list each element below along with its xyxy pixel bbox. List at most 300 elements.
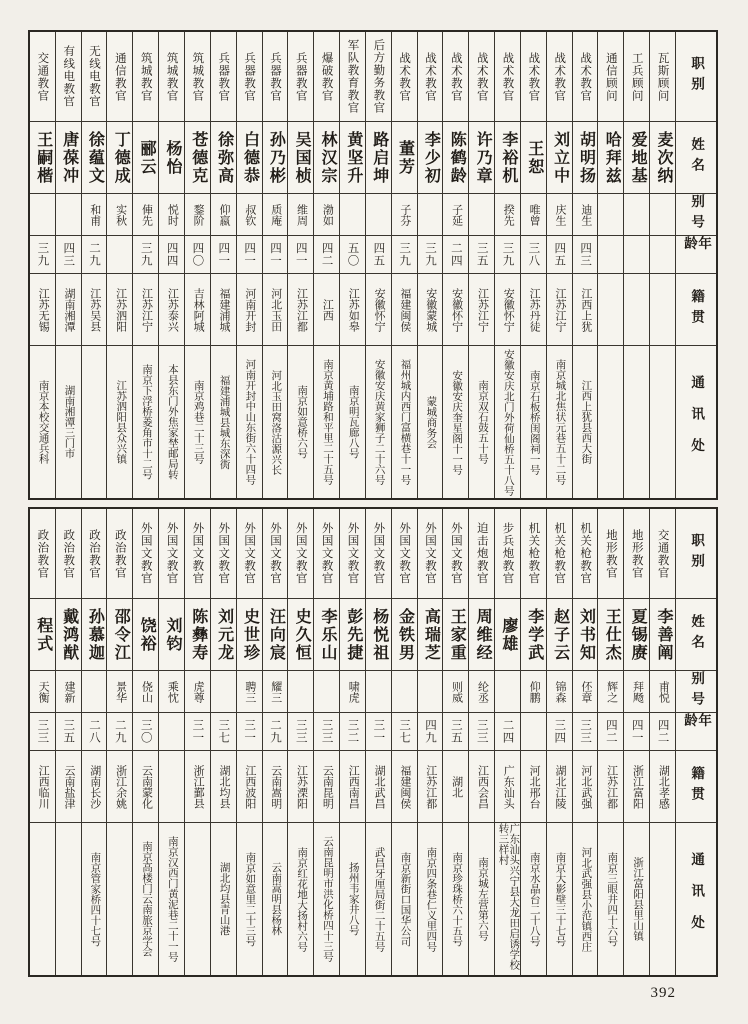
age-text: 三一 bbox=[372, 719, 385, 744]
address-cell bbox=[314, 823, 339, 975]
origin-text: 湖南湘潭 bbox=[62, 287, 75, 332]
age-text: 三一 bbox=[191, 719, 204, 744]
name-text: 徐弥高 bbox=[215, 130, 233, 185]
column-header-label: 籍贯 bbox=[689, 289, 705, 330]
origin-text: 安徽怀宁 bbox=[373, 287, 386, 332]
age-text: 二九 bbox=[88, 242, 101, 267]
address-cell bbox=[469, 346, 494, 498]
alias-cell bbox=[82, 194, 107, 236]
age-cell bbox=[340, 713, 365, 751]
origin-text: 江苏江都 bbox=[295, 287, 308, 332]
name-text: 陈彝寿 bbox=[189, 607, 207, 662]
age-text: 三三 bbox=[294, 719, 307, 744]
alias-text: 甫悦 bbox=[657, 680, 670, 703]
age-cell bbox=[598, 713, 623, 751]
name-text: 戴鸿猷 bbox=[60, 607, 78, 662]
age-text: 四二 bbox=[604, 719, 617, 744]
name-cell bbox=[185, 122, 210, 194]
name-text: 夏锡赓 bbox=[629, 607, 647, 662]
alias-cell bbox=[392, 194, 417, 236]
age-cell bbox=[185, 713, 210, 751]
origin-cell bbox=[133, 274, 158, 346]
alias-cell bbox=[30, 194, 55, 236]
address-text: 蒙城商务会 bbox=[425, 395, 437, 449]
role-cell bbox=[159, 32, 184, 122]
age-cell bbox=[159, 236, 184, 274]
name-text: 孙乃彬 bbox=[267, 130, 285, 185]
role-text: 机关枪教官 bbox=[527, 522, 540, 585]
age-text: 二八 bbox=[88, 719, 101, 744]
address-text: 南京石板桥闺阁祠一号 bbox=[528, 369, 540, 475]
role-text: 步兵炮教官 bbox=[501, 522, 514, 585]
age-cell bbox=[30, 236, 55, 274]
address-cell bbox=[82, 823, 107, 975]
role-cell bbox=[56, 32, 81, 122]
origin-text: 安徽怀宁 bbox=[502, 287, 515, 332]
address-text: 安徽安庆奎星阁十一号 bbox=[451, 369, 463, 475]
origin-cell bbox=[366, 274, 391, 346]
name-cell bbox=[547, 122, 572, 194]
name-cell bbox=[392, 599, 417, 671]
role-cell bbox=[469, 32, 494, 122]
column-header-5 bbox=[676, 823, 716, 975]
name-cell bbox=[211, 599, 236, 671]
role-text: 兵器教官 bbox=[294, 51, 307, 102]
alias-cell bbox=[650, 194, 675, 236]
alias-cell bbox=[211, 194, 236, 236]
age-text: 三八 bbox=[527, 242, 540, 267]
name-text: 黄坚升 bbox=[344, 130, 362, 185]
name-text: 李学武 bbox=[525, 607, 543, 662]
origin-cell bbox=[573, 751, 598, 823]
role-text: 外国文教官 bbox=[191, 522, 204, 585]
age-text: 三七 bbox=[398, 719, 411, 744]
age-cell bbox=[159, 713, 184, 751]
role-cell bbox=[392, 32, 417, 122]
address-cell bbox=[211, 823, 236, 975]
name-cell bbox=[30, 599, 55, 671]
address-text: 福州城内西门富横巷十一号 bbox=[399, 359, 411, 485]
address-cell bbox=[547, 346, 572, 498]
origin-cell bbox=[366, 751, 391, 823]
address-text: 扬州韦家井八号 bbox=[347, 862, 359, 936]
name-cell bbox=[624, 599, 649, 671]
address-text: 南京大影壁三十七号 bbox=[554, 851, 566, 947]
origin-cell bbox=[598, 751, 623, 823]
alias-text: 鍪阶 bbox=[192, 203, 205, 226]
origin-text: 福建闽侯 bbox=[398, 287, 411, 332]
origin-cell bbox=[263, 274, 288, 346]
address-text: 南京鸡巷二十三号 bbox=[192, 380, 204, 464]
address-cell bbox=[237, 823, 262, 975]
address-cell bbox=[30, 346, 55, 498]
column-header-3 bbox=[676, 713, 716, 751]
role-cell bbox=[598, 32, 623, 122]
name-text: 金铁男 bbox=[396, 607, 414, 662]
name-text: 徐蕴文 bbox=[86, 130, 104, 185]
origin-text: 江苏吴县 bbox=[88, 287, 101, 332]
origin-cell bbox=[495, 751, 520, 823]
column-header-1 bbox=[676, 122, 716, 194]
role-text: 机关枪教官 bbox=[553, 522, 566, 585]
name-cell bbox=[263, 599, 288, 671]
address-text: 南京汉西门黄泥巷二十一号 bbox=[166, 836, 178, 962]
name-cell bbox=[573, 599, 598, 671]
alias-text: 纶丞 bbox=[476, 680, 489, 703]
alias-cell bbox=[495, 671, 520, 713]
age-cell bbox=[443, 236, 468, 274]
origin-text: 江苏江都 bbox=[605, 764, 618, 809]
role-text: 政治教官 bbox=[113, 528, 126, 579]
origin-cell bbox=[288, 751, 313, 823]
alias-text: 辉之 bbox=[605, 680, 618, 703]
address-text: 安徽安庆北门外荷仙桥五十八号 bbox=[502, 348, 514, 496]
column-header-0 bbox=[676, 32, 716, 122]
column-header-label: 职别 bbox=[689, 533, 705, 574]
register-entry-column bbox=[107, 509, 133, 975]
origin-text: 江西南昌 bbox=[347, 764, 360, 809]
origin-text: 吉林阿城 bbox=[192, 287, 205, 332]
alias-text: 锦森 bbox=[553, 680, 566, 703]
age-text: 三一 bbox=[243, 719, 256, 744]
register-entry-column bbox=[521, 509, 547, 975]
origin-cell bbox=[547, 274, 572, 346]
age-cell bbox=[133, 713, 158, 751]
origin-text: 江苏无锡 bbox=[37, 287, 50, 332]
role-text: 战术教官 bbox=[449, 51, 462, 102]
name-cell bbox=[82, 599, 107, 671]
age-cell bbox=[495, 236, 520, 274]
address-text: 南京双石鼓五十号 bbox=[477, 380, 489, 464]
age-cell bbox=[521, 713, 546, 751]
register-entry-column bbox=[650, 32, 676, 498]
address-cell bbox=[82, 346, 107, 498]
address-cell bbox=[340, 346, 365, 498]
role-text: 战术教官 bbox=[527, 51, 540, 102]
register-entry-column bbox=[159, 509, 185, 975]
role-text: 通信顾问 bbox=[604, 51, 617, 102]
name-cell bbox=[263, 122, 288, 194]
name-text: 邵令江 bbox=[112, 607, 130, 662]
alias-cell bbox=[263, 671, 288, 713]
alias-cell bbox=[211, 671, 236, 713]
register-entry-column bbox=[82, 509, 108, 975]
register-entry-column bbox=[263, 32, 289, 498]
age-cell bbox=[650, 713, 675, 751]
column-header-4 bbox=[676, 751, 716, 823]
register-entry-column bbox=[469, 32, 495, 498]
role-text: 外国文教官 bbox=[320, 522, 333, 585]
role-cell bbox=[366, 32, 391, 122]
address-text: 南京城北焦状元巷五十二号 bbox=[554, 359, 566, 485]
address-cell bbox=[392, 823, 417, 975]
alias-cell bbox=[598, 194, 623, 236]
role-text: 迫击炮教官 bbox=[475, 522, 488, 585]
name-cell bbox=[521, 122, 546, 194]
age-cell bbox=[624, 236, 649, 274]
address-cell bbox=[185, 346, 210, 498]
origin-cell bbox=[547, 751, 572, 823]
register-entry-column bbox=[133, 509, 159, 975]
role-text: 战术教官 bbox=[553, 51, 566, 102]
address-text: 南京珍珠桥六十五号 bbox=[451, 851, 463, 947]
age-text: 四三 bbox=[62, 242, 75, 267]
name-cell bbox=[366, 122, 391, 194]
origin-cell bbox=[237, 751, 262, 823]
alias-cell bbox=[288, 671, 313, 713]
age-text: 二九 bbox=[268, 719, 281, 744]
name-cell bbox=[211, 122, 236, 194]
name-text: 杨悦祖 bbox=[370, 607, 388, 662]
origin-cell bbox=[107, 274, 132, 346]
register-entry-column bbox=[30, 32, 56, 498]
origin-text: 云南昆明 bbox=[321, 764, 334, 809]
name-cell bbox=[598, 122, 623, 194]
column-header-label: 通讯处 bbox=[689, 851, 705, 947]
age-text: 三三 bbox=[320, 719, 333, 744]
role-text: 外国文教官 bbox=[165, 522, 178, 585]
age-text: 四一 bbox=[217, 242, 230, 267]
alias-cell bbox=[237, 671, 262, 713]
name-cell bbox=[82, 122, 107, 194]
role-text: 筑城教官 bbox=[165, 51, 178, 102]
alias-text: 叔钦 bbox=[243, 203, 256, 226]
address-text: 浙江富阳县里山镇 bbox=[632, 857, 644, 941]
role-text: 地形教官 bbox=[604, 528, 617, 579]
role-text: 外国文教官 bbox=[346, 522, 359, 585]
age-cell bbox=[237, 713, 262, 751]
name-cell bbox=[133, 599, 158, 671]
origin-cell bbox=[263, 751, 288, 823]
alias-text: 拜飏 bbox=[631, 680, 644, 703]
role-cell bbox=[237, 32, 262, 122]
address-cell bbox=[237, 346, 262, 498]
age-text: 三五 bbox=[62, 719, 75, 744]
register-entry-column bbox=[211, 32, 237, 498]
alias-text: 侥山 bbox=[140, 680, 153, 703]
name-text: 董芳 bbox=[396, 139, 414, 176]
origin-cell bbox=[418, 274, 443, 346]
alias-text: 子芬 bbox=[398, 203, 411, 226]
role-cell bbox=[521, 509, 546, 599]
role-cell bbox=[418, 32, 443, 122]
origin-text: 河南开封 bbox=[243, 287, 256, 332]
register-entry-column bbox=[366, 509, 392, 975]
origin-text: 云南嵩明 bbox=[269, 764, 282, 809]
lower-register-table bbox=[28, 507, 718, 977]
column-header-3 bbox=[676, 236, 716, 274]
register-entry-column bbox=[443, 509, 469, 975]
alias-cell bbox=[418, 194, 443, 236]
alias-cell bbox=[56, 194, 81, 236]
role-text: 战术教官 bbox=[579, 51, 592, 102]
alias-cell bbox=[598, 671, 623, 713]
alias-text: 悦时 bbox=[166, 203, 179, 226]
origin-text: 江苏泗阳 bbox=[114, 287, 127, 332]
address-text: 湖南湘潭三门市 bbox=[63, 385, 75, 459]
role-text: 筑城教官 bbox=[191, 51, 204, 102]
column-header-label: 籍贯 bbox=[689, 766, 705, 807]
role-cell bbox=[288, 32, 313, 122]
address-cell bbox=[547, 823, 572, 975]
address-cell bbox=[107, 823, 132, 975]
address-cell bbox=[392, 346, 417, 498]
address-cell bbox=[263, 346, 288, 498]
address-text: 南京高楼门云南旅京学会 bbox=[141, 841, 153, 957]
age-text: 三〇 bbox=[139, 719, 152, 744]
address-cell bbox=[624, 823, 649, 975]
register-entry-column bbox=[418, 32, 444, 498]
age-text: 三九 bbox=[36, 242, 49, 267]
origin-text: 江西会昌 bbox=[476, 764, 489, 809]
origin-text: 江西临川 bbox=[37, 764, 50, 809]
alias-cell bbox=[650, 671, 675, 713]
address-text: 河北玉田窝洛沽源兴长 bbox=[270, 369, 282, 475]
role-cell bbox=[185, 32, 210, 122]
register-entry-column bbox=[185, 509, 211, 975]
role-cell bbox=[107, 509, 132, 599]
origin-cell bbox=[56, 274, 81, 346]
name-text: 李少初 bbox=[422, 130, 440, 185]
role-text: 战术教官 bbox=[424, 51, 437, 102]
address-text: 南京明瓦廊八号 bbox=[347, 385, 359, 459]
role-text: 政治教官 bbox=[88, 528, 101, 579]
role-cell bbox=[521, 32, 546, 122]
name-cell bbox=[418, 122, 443, 194]
column-header-label: 通讯处 bbox=[689, 374, 705, 470]
age-cell bbox=[288, 236, 313, 274]
address-cell bbox=[650, 346, 675, 498]
origin-text: 湖南长沙 bbox=[88, 764, 101, 809]
role-cell bbox=[418, 509, 443, 599]
alias-cell bbox=[314, 671, 339, 713]
header-column bbox=[676, 32, 716, 498]
age-cell bbox=[56, 713, 81, 751]
age-text: 三五 bbox=[449, 719, 462, 744]
register-entry-column bbox=[418, 509, 444, 975]
column-header-label: 姓名 bbox=[689, 137, 705, 178]
register-entry-column bbox=[30, 509, 56, 975]
name-cell bbox=[133, 122, 158, 194]
name-cell bbox=[288, 599, 313, 671]
name-cell bbox=[650, 122, 675, 194]
role-text: 外国文教官 bbox=[139, 522, 152, 585]
origin-text: 湖北武昌 bbox=[373, 764, 386, 809]
alias-text: 建新 bbox=[62, 680, 75, 703]
name-text: 王仕杰 bbox=[603, 607, 621, 662]
age-text: 四五 bbox=[553, 242, 566, 267]
name-text: 路启坤 bbox=[370, 130, 388, 185]
alias-text: 仰嬴 bbox=[218, 203, 230, 226]
column-header-2 bbox=[676, 194, 716, 236]
name-text: 刘立中 bbox=[551, 130, 569, 185]
address-text: 河南开封中山东街六十四号 bbox=[244, 359, 256, 485]
alias-cell bbox=[624, 194, 649, 236]
origin-text: 湖北均县 bbox=[218, 764, 230, 809]
origin-cell bbox=[521, 751, 546, 823]
age-cell bbox=[314, 236, 339, 274]
role-cell bbox=[650, 32, 675, 122]
role-cell bbox=[573, 509, 598, 599]
address-text: 南京黄埔路和平里二十五号 bbox=[321, 359, 333, 485]
origin-cell bbox=[314, 751, 339, 823]
alias-text: 耀三 bbox=[269, 680, 282, 703]
age-cell bbox=[107, 713, 132, 751]
name-cell bbox=[650, 599, 675, 671]
column-header-2 bbox=[676, 671, 716, 713]
role-text: 通信教官 bbox=[113, 51, 126, 102]
address-text: 南京新街口国华公司 bbox=[399, 851, 411, 947]
register-entry-column bbox=[56, 32, 82, 498]
name-text: 陈鹤龄 bbox=[448, 130, 466, 185]
name-cell bbox=[624, 122, 649, 194]
age-cell bbox=[521, 236, 546, 274]
name-cell bbox=[495, 599, 520, 671]
address-cell bbox=[30, 823, 55, 975]
register-entry-column bbox=[107, 32, 133, 498]
role-cell bbox=[56, 509, 81, 599]
alias-text: 仰鹏 bbox=[528, 680, 541, 703]
age-text: 二四 bbox=[449, 242, 462, 267]
role-text: 外国文教官 bbox=[372, 522, 385, 585]
alias-cell bbox=[159, 671, 184, 713]
origin-text: 浙江鄞县 bbox=[192, 764, 205, 809]
age-cell bbox=[366, 713, 391, 751]
origin-text: 江西上犹 bbox=[579, 287, 592, 332]
age-cell bbox=[650, 236, 675, 274]
register-entry-column bbox=[598, 32, 624, 498]
origin-text: 江苏泰兴 bbox=[166, 287, 179, 332]
register-entry-column bbox=[263, 509, 289, 975]
address-text: 本县东门外焦家埜邮局转 bbox=[166, 364, 178, 480]
register-entry-column bbox=[547, 32, 573, 498]
upper-register-table bbox=[28, 30, 718, 500]
address-cell bbox=[159, 346, 184, 498]
origin-cell bbox=[495, 274, 520, 346]
role-cell bbox=[495, 509, 520, 599]
origin-cell bbox=[392, 274, 417, 346]
alias-text: 俥先 bbox=[140, 203, 153, 226]
role-cell bbox=[263, 509, 288, 599]
alias-cell bbox=[418, 671, 443, 713]
name-text: 彭先捷 bbox=[344, 607, 362, 662]
name-text: 麦次纳 bbox=[654, 130, 672, 185]
name-text: 孙慕迦 bbox=[86, 607, 104, 662]
age-cell bbox=[624, 713, 649, 751]
name-text: 饶裕 bbox=[138, 616, 156, 653]
role-text: 外国文教官 bbox=[217, 522, 230, 585]
role-text: 外国文教官 bbox=[294, 522, 307, 585]
role-text: 瓦斯顾问 bbox=[656, 51, 669, 102]
address-cell bbox=[133, 823, 158, 975]
address-cell bbox=[495, 346, 520, 498]
address-cell bbox=[443, 346, 468, 498]
register-entry-column bbox=[495, 32, 521, 498]
age-text: 四九 bbox=[424, 719, 437, 744]
role-text: 战术教官 bbox=[398, 51, 411, 102]
alias-cell bbox=[314, 194, 339, 236]
role-cell bbox=[624, 509, 649, 599]
alias-cell bbox=[469, 671, 494, 713]
origin-text: 福建闽侯 bbox=[398, 764, 411, 809]
register-entry-column bbox=[159, 32, 185, 498]
origin-text: 江苏江宁 bbox=[476, 287, 489, 332]
name-cell bbox=[547, 599, 572, 671]
register-entry-column bbox=[340, 32, 366, 498]
age-text: 三九 bbox=[501, 242, 514, 267]
role-cell bbox=[30, 509, 55, 599]
alias-text: 伾章 bbox=[579, 680, 592, 703]
